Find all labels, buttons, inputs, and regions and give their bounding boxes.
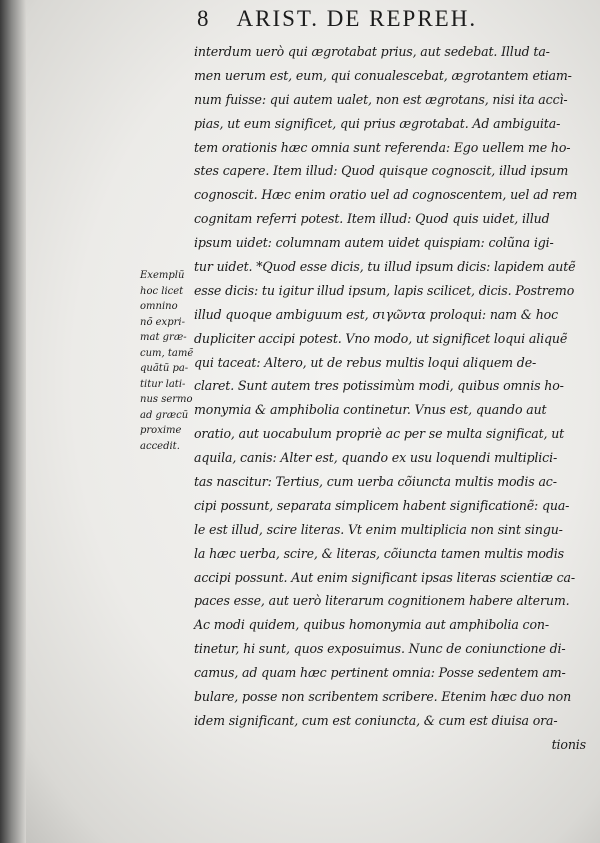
marginal-note-line: cum, tamẽ bbox=[140, 347, 194, 359]
marginal-note-line: nõ expri- bbox=[140, 316, 185, 328]
marginal-note-line: titur lati- bbox=[140, 378, 186, 390]
marginal-note-line: hoc licet bbox=[140, 285, 184, 297]
body-text bbox=[194, 40, 586, 757]
text-line: oratio, aut uocabulum propriè ac per se multa significat, ut bbox=[194, 426, 565, 442]
text-line: cognoscit. Hæc enim oratio uel ad cognoscentem, uel ad rem bbox=[194, 187, 578, 203]
marginal-note-line: ad græcũ bbox=[140, 409, 189, 421]
marginal-note-line: accedit. bbox=[140, 440, 180, 452]
text-line: illud quoque ambiguum est, σιγῶντα proloqui: nam & hoc bbox=[194, 306, 559, 322]
marginal-note-line: proxime bbox=[140, 425, 182, 436]
text-line: tas nascitur: Tertius, cum uerba cõiuncta multis modis ac- bbox=[194, 474, 557, 490]
text-line: bulare, posse non scribentem scribere. Etenim hæc duo non bbox=[194, 689, 572, 705]
text-line: qui taceat: Altero, ut de rebus multis loqui aliquem de- bbox=[194, 354, 537, 370]
text-line: ipsum uidet: columnam autem uidet quispiam: colũna igi- bbox=[194, 235, 554, 251]
text-line: stes capere. Item illud: Quod quisque cognoscit, illud ipsum bbox=[194, 163, 569, 179]
text-line: esse dicis: tu igitur illud ipsum, lapis scilicet, dicis. Postremo bbox=[194, 282, 575, 298]
text-line: tionis bbox=[551, 736, 586, 752]
text-line: cipi possunt, separata simplicem habent significationẽ: qua- bbox=[194, 497, 570, 513]
text-line: tinetur, hi sunt, quos exposuimus. Nunc de coniunctione di- bbox=[194, 641, 566, 657]
text-line: tem orationis hæc omnia sunt referenda: Ego uellem me ho- bbox=[194, 139, 571, 155]
text-line: men uerum est, eum, qui conualescebat, ægrotantem etiam- bbox=[194, 67, 572, 83]
text-line: la hæc uerba, scire, & literas, cõiuncta tamen multis modis bbox=[194, 545, 564, 561]
text-line: num fuisse: qui autem ualet, non est ægrotans, nisi ita accì- bbox=[194, 91, 568, 107]
text-line: pias, ut eum significet, qui prius ægrotabat. Ad ambiguita- bbox=[194, 115, 561, 131]
text-line: Ac modi quidem, quibus homonymia aut amphibolia con- bbox=[194, 617, 549, 633]
text-line: le est illud, scire literas. Vt enim multiplicia non sint singu- bbox=[194, 521, 563, 537]
text-line: idem significant, cum est coniuncta, & cum est diuisa ora- bbox=[194, 712, 558, 728]
page-number: 8 bbox=[197, 6, 211, 31]
text-line: paces esse, aut uerò literarum cognitionem habere alterum. bbox=[194, 593, 570, 609]
marginal-note-line: omnino bbox=[140, 301, 178, 312]
marginal-note-line: Exemplũ bbox=[140, 270, 185, 281]
text-line: dupliciter accipi potest. Vno modo, ut significet loqui aliquẽ bbox=[194, 330, 568, 346]
text-line: tur uidet. *Quod esse dicis, tu illud ipsum dicis: lapidem autẽ bbox=[194, 259, 576, 275]
text-line: camus, ad quam hæc pertinent omnia: Posse sedentem am- bbox=[194, 665, 566, 681]
text-line: cognitam referri potest. Item illud: Quod quis uidet, illud bbox=[194, 211, 550, 227]
marginal-note-line: quãtũ pa- bbox=[140, 363, 189, 374]
running-title: ARIST. DE REPREH. bbox=[236, 6, 478, 31]
marginal-note bbox=[140, 268, 192, 454]
page-gutter-shadow bbox=[0, 0, 26, 843]
text-line: interdum uerò qui ægrotabat prius, aut sedebat. Illud ta- bbox=[194, 44, 550, 59]
text-line: claret. Sunt autem tres potissimùm modi, quibus omnis ho- bbox=[194, 378, 564, 394]
marginal-note-line: nus sermo bbox=[140, 394, 193, 405]
marginal-note-line: mat græ- bbox=[140, 332, 187, 343]
text-line: accipi possunt. Aut enim significant ipsas literas scientiæ ca- bbox=[194, 569, 576, 585]
running-header bbox=[197, 6, 477, 32]
text-line: monymia & amphibolia continetur. Vnus est, quando aut bbox=[194, 402, 547, 418]
text-line: aquila, canis: Alter est, quando ex usu loquendi multiplici- bbox=[194, 450, 558, 466]
